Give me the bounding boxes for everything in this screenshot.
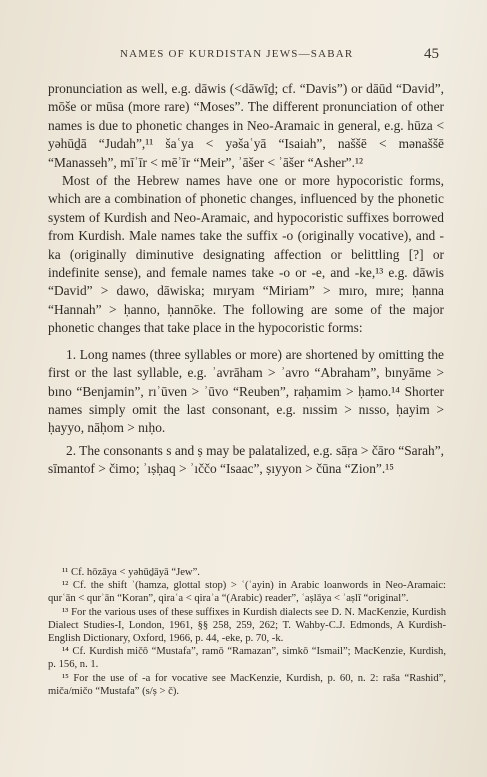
list-item-long-names: 1. Long names (three syllables or more) are shortened by omitting the first or the last syllable, e.g. ʾavrāham > ʾavro “Abraham”, bınyāme > bıno “Benjamin”, rıʾūven > ʾūvo “Reuben”, raḥamim > ḥamo.¹⁴ Shorter names simply omit the last consonant, e.g. nıssim > nısso, ḥayim > ḥayyo, nāḥom > nıḥo. — [48, 346, 444, 436]
footnotes — [48, 566, 446, 698]
paragraph-hypocoristic-forms: Most of the Hebrew names have one or more hypocoristic forms, which are a combination of phonetic changes, influenced by the phonetic system of Kurdish and Neo-Aramaic, and hypocoristic suffixes borrowed from Kurdish. Male names take the suffix -o (originally vocative), and -ka (originally diminutive designating affection or belittling [?] or indefinite sense), and female names take -o or -e, and -ke,¹³ e.g. dāwis “David” > dawo, dāwiska; mıryam “Miriam” > mıro, mıre; ḥanna “Hannah” > ḥanno, ḥannōke. The following are some of the major phonetic changes that take place in the hypocoristic forms: — [48, 173, 444, 336]
running-title: NAMES OF KURDISTAN JEWS—SABAR — [120, 48, 354, 60]
footnote-12: ¹² Cf. the shift ʾ(hamza, glottal stop) > ʿ(ʿayin) in Arabic loanwords in Neo-Aramaic: qurʿān < qurʾān “Koran”, qiraʿa < qiraʾa “(Arabic) reader”, ʿaṣlāya < ʾaṣlī “original”. — [48, 580, 446, 605]
footnote-15: ¹⁵ For the use of -a for vocative see MacKenzie, Kurdish, p. 60, n. 2: raša “Rashid”, miča/mičo “Mustafa” (s/ṣ > č). — [48, 672, 446, 697]
running-head — [0, 46, 487, 66]
footnote-11: ¹¹ Cf. hōzāya < yəhūḏāyā “Jew”. — [62, 567, 200, 578]
paragraph-continuation: pronunciation as well, e.g. dāwis (<dāwīḏ; cf. “Davis”) or dāūd “David”, mōše or mūsa (more rare) “Moses”. The different pronunciation of other names is due to phonetic changes in Neo-Aramaic in general, e.g. hūza < yəhūḏā “Judah”,¹¹ šaʿya < yəšaʿyā “Isaiah”, naššē < mənaššē “Manasseh”, mīʾīr < mēʾīr “Meir”, ʾāšer < ʾāšer “Asher”.¹² — [48, 81, 444, 170]
main-text — [48, 80, 444, 479]
footnote-14: ¹⁴ Cf. Kurdish mičō “Mustafa”, ramō “Ramazan”, simkō “Ismail”; MacKenzie, Kurdish, p. 156, n. 1. — [48, 646, 446, 671]
list-item-palatalization: 2. The consonants s and ṣ may be palatalized, e.g. sāṛa > čāro “Sarah”, sīmantof > čimo; ʾıṣḥaq > ʾıččo “Isaac”, ṣıyyon > čūna “Zion”.¹⁵ — [48, 442, 444, 477]
page-number: 45 — [424, 46, 439, 62]
footnote-13: ¹³ For the various uses of these suffixes in Kurdish dialects see D. N. MacKenzie, Kurdish Dialect Studies-I, London, 1961, §§ 258, 259, 262; T. Wahby-C.J. Edmonds, A Kurdish-English Dictionary, Oxford, 1966, p. 44, -eke, p. 70, -k. — [48, 606, 446, 645]
